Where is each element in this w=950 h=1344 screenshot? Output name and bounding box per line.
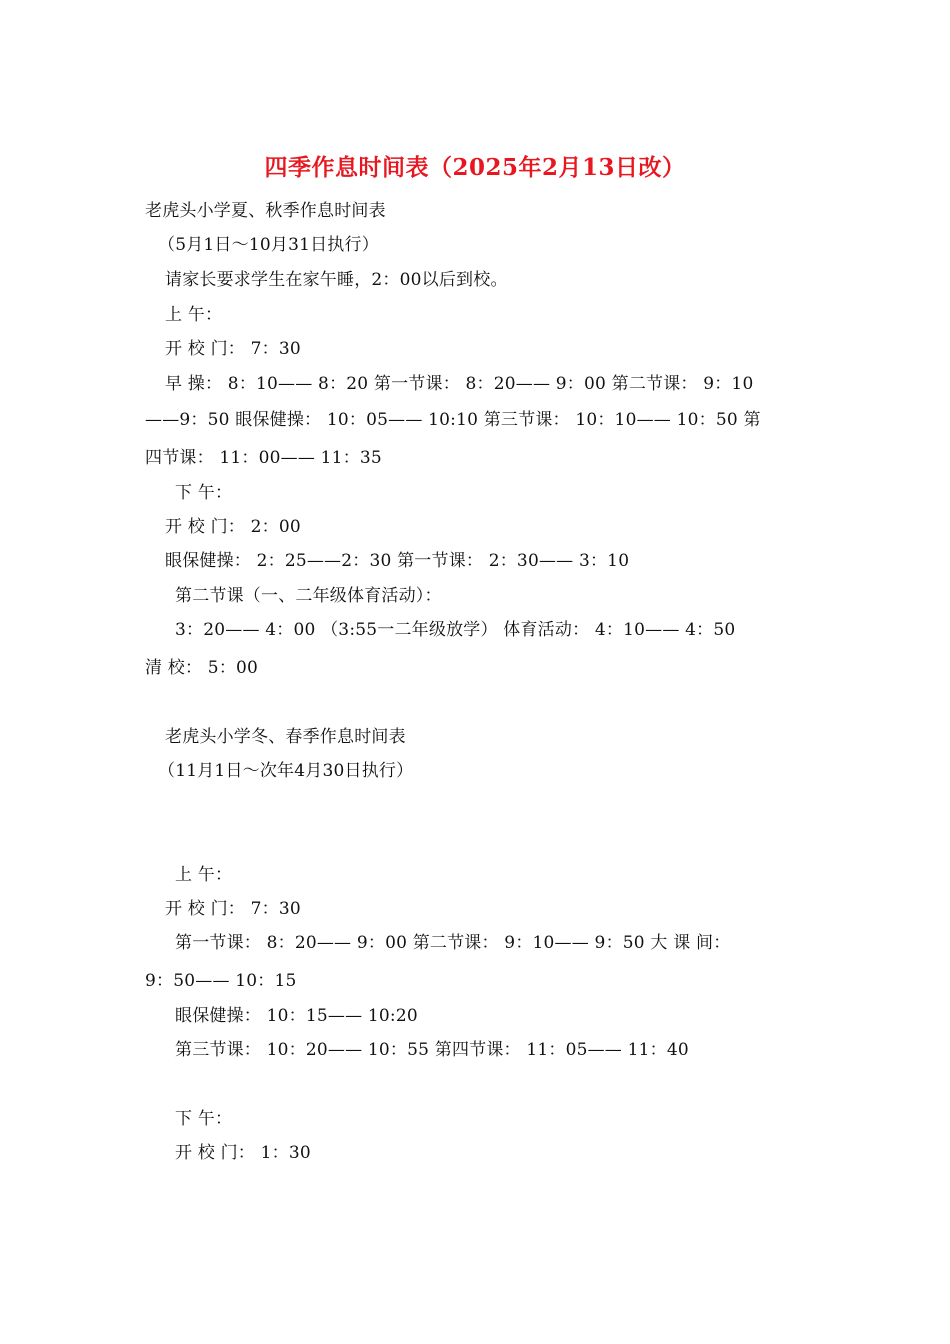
summer-am-label: 上 午： — [165, 305, 223, 325]
document-title: 四季作息时间表（2025年2月13日改） — [264, 154, 686, 181]
winter-am-label: 上 午： — [175, 865, 233, 885]
summer-pm-label: 下 午： — [175, 483, 233, 503]
summer-pm-line-1: 眼保健操： 2：25——2：30 第一节课： 2：30—— 3：10 — [165, 551, 630, 571]
summer-am-line-3: 四节课： 11：00—— 11：35 — [145, 448, 382, 468]
summer-heading: 老虎头小学夏、秋季作息时间表 — [145, 201, 386, 221]
winter-am-line-3: 眼保健操： 10：15—— 10:20 — [175, 1006, 418, 1026]
summer-am-line-2: ——9：50 眼保健操： 10：05—— 10:10 第三节课： 10：10—— 10：50 第 — [145, 410, 761, 430]
winter-am-line-2: 9：50—— 10：15 — [145, 971, 297, 991]
summer-am-gate: 开 校 门： 7：30 — [165, 339, 301, 359]
winter-am-line-4: 第三节课： 10：20—— 10：55 第四节课： 11：05—— 11：40 — [175, 1040, 689, 1060]
summer-pm-line-2: 第二节课（一、二年级体育活动）： — [175, 586, 442, 606]
summer-pm-line-4: 清 校： 5：00 — [145, 658, 259, 678]
winter-heading: 老虎头小学冬、春季作息时间表 — [165, 727, 406, 747]
summer-pm-line-3: 3：20—— 4：00 （3:55一二年级放学） 体育活动： 4：10—— 4：50 — [175, 620, 736, 640]
summer-pm-gate: 开 校 门： 2：00 — [165, 517, 301, 537]
winter-am-gate: 开 校 门： 7：30 — [165, 899, 301, 919]
winter-pm-gate: 开 校 门： 1：30 — [175, 1143, 311, 1163]
winter-am-line-1: 第一节课： 8：20—— 9：00 第二节课： 9：10—— 9：50 大 课 间： — [175, 933, 731, 953]
summer-notice: 请家长要求学生在家午睡，2：00以后到校。 — [165, 270, 508, 290]
summer-am-line-1: 早 操： 8：10—— 8：20 第一节课： 8：20—— 9：00 第二节课： 9：10 — [165, 374, 754, 394]
winter-dates: （11月1日～次年4月30日执行） — [158, 761, 414, 781]
summer-dates: （5月1日～10月31日执行） — [158, 235, 379, 255]
winter-pm-label: 下 午： — [175, 1109, 233, 1129]
